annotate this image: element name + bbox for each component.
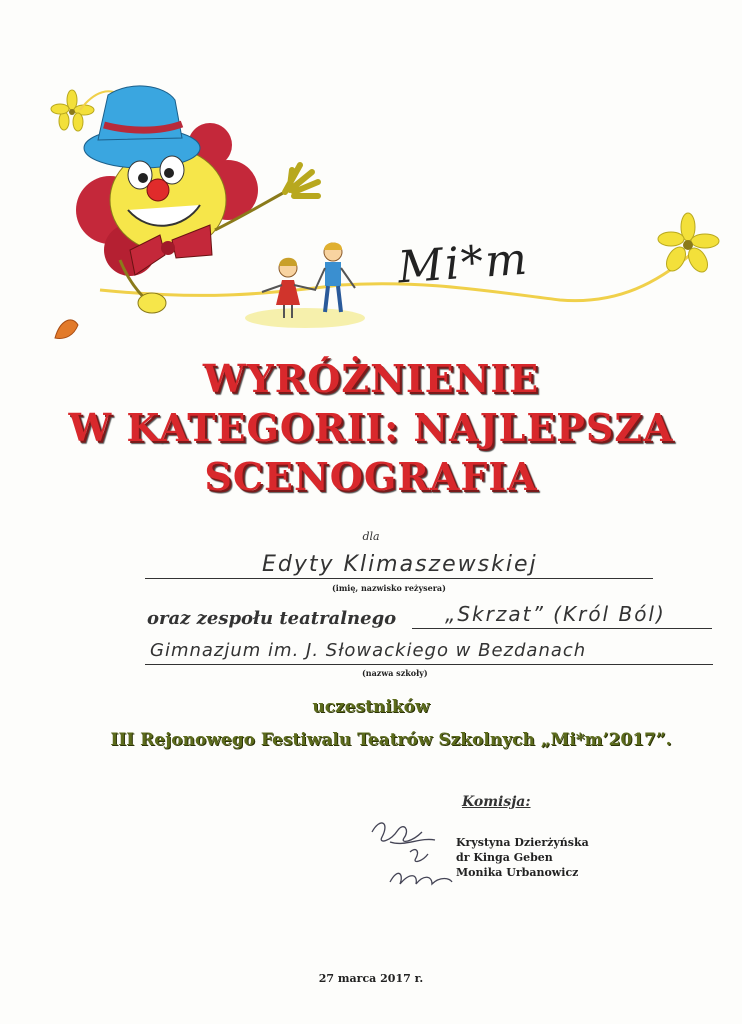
director-caption: (imię, nazwisko reżysera) bbox=[332, 583, 446, 593]
award-title-line-3: SCENOGRAFIA bbox=[204, 454, 538, 499]
festival-name: III Rejonowego Festiwalu Teatrów Szkolnych „Mi*m’2017”. bbox=[110, 730, 672, 750]
committee-member: dr Kinga Geben bbox=[456, 851, 553, 864]
director-line bbox=[145, 578, 653, 579]
flower-icon bbox=[658, 213, 719, 275]
clown-illustration bbox=[0, 0, 742, 360]
participants-label: uczestników bbox=[312, 697, 430, 717]
for-label: dla bbox=[362, 530, 380, 543]
award-title-line-1: WYRÓŻNIENIE bbox=[202, 356, 540, 401]
school-line bbox=[145, 664, 713, 665]
committee-member: Krystyna Dzierżyńska bbox=[456, 836, 589, 849]
director-name-handwritten: Edyty Klimaszewskiej bbox=[262, 552, 538, 577]
team-line bbox=[412, 628, 712, 629]
festival-logo: Mi*m bbox=[396, 233, 531, 294]
committee-label: Komisja: bbox=[462, 794, 531, 810]
signatures bbox=[360, 812, 470, 902]
award-title-line-2: W KATEGORII: NAJLEPSZA bbox=[68, 405, 674, 450]
school-caption: (nazwa szkoły) bbox=[362, 668, 428, 678]
flower-icon bbox=[51, 90, 94, 131]
school-name-handwritten: Gimnazjum im. J. Słowackiego w Bezdanach bbox=[150, 640, 587, 661]
team-label: oraz zespołu teatralnego bbox=[147, 608, 397, 629]
committee-member: Monika Urbanowicz bbox=[456, 866, 579, 879]
team-name-handwritten: „Skrzat” (Król Ból) bbox=[445, 602, 666, 626]
document-date: 27 marca 2017 r. bbox=[318, 972, 424, 985]
